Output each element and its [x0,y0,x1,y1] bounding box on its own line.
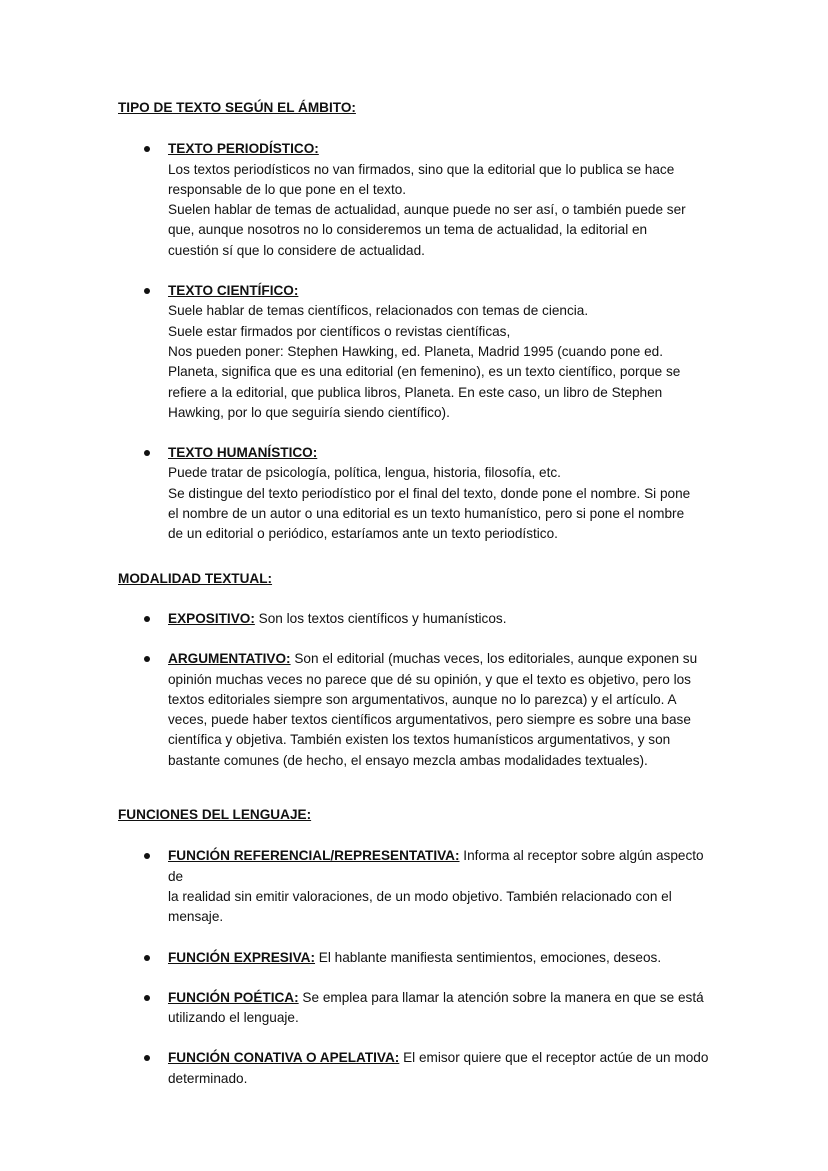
body-line: textos editoriales siempre son argumentativos, aunque no lo parezca) y el artículo. A [168,691,677,707]
bullet-icon [144,450,150,456]
body-line: la realidad sin emitir valoraciones, de un modo objetivo. También relacionado con el [168,888,672,904]
body-line: Nos pueden poner: Stephen Hawking, ed. Planeta, Madrid 1995 (cuando pone ed. [168,343,664,359]
body-line: cuestión sí que lo considere de actualidad. [168,242,425,258]
item-title: FUNCIÓN POÉTICA: [168,989,299,1005]
body-line: Planeta, significa que es una editorial (en femenino), es un texto científico, porque se [168,364,681,380]
body-text: Se emplea para llamar la atención sobre la manera en que se está [298,989,704,1005]
list-item-argumentativo [118,649,718,771]
item-title: TEXTO PERIODÍSTICO: [168,141,319,157]
body-line: de un editorial o periódico, estaríamos ante un texto periodístico. [168,526,558,542]
bullet-icon [144,1055,150,1061]
modalidad-textual-list [118,609,718,771]
body-line: utilizando el lenguaje. [168,1010,299,1026]
body-text: Son los textos científicos y humanísticos. [254,610,507,626]
list-item-funcion-referencial [118,846,718,927]
body-text: Informa al receptor sobre algún aspecto de [168,848,704,884]
list-item-funcion-expresiva [118,948,718,968]
body-text: Son el editorial (muchas veces, los editoriales, aunque exponen su [290,651,698,667]
section-title-tipo-de-texto: TIPO DE TEXTO SEGÚN EL ÁMBITO: [118,100,356,115]
body-text: El hablante manifiesta sentimientos, emociones, deseos. [315,949,662,965]
body-text: El emisor quiere que el receptor actúe de un modo [399,1050,709,1066]
item-title: ARGUMENTATIVO: [168,651,291,667]
item-title: TEXTO CIENTÍFICO: [168,283,299,299]
body-line: el nombre de un autor o una editorial es un texto humanístico, pero si pone el nombre [168,506,685,522]
list-item-texto-periodistico [118,139,718,261]
body-line: veces, puede haber textos científicos argumentativos, pero siempre es sobre una base [168,712,691,728]
body-line: Puede tratar de psicología, política, lengua, historia, filosofía, etc. [168,465,561,481]
list-item-funcion-conativa [118,1048,718,1089]
bullet-icon [144,616,150,622]
bullet-icon [144,853,150,859]
body-line: científica y objetiva. También existen los textos humanísticos argumentativos, y son [168,732,671,748]
item-title: FUNCIÓN EXPRESIVA: [168,949,316,965]
body-line: Los textos periodísticos no van firmados, sino que la editorial que lo publica se hace [168,161,675,177]
document-content [118,98,718,1089]
bullet-icon [144,955,150,961]
item-title: FUNCIÓN REFERENCIAL/REPRESENTATIVA: [168,848,460,864]
body-line: mensaje. [168,909,224,925]
item-title: FUNCIÓN CONATIVA O APELATIVA: [168,1050,400,1066]
tipo-de-texto-list [118,139,718,544]
bullet-icon [144,656,150,662]
list-item-texto-humanistico [118,443,718,544]
body-line: que, aunque nosotros no lo consideremos un tema de actualidad, la editorial en [168,222,648,238]
body-line: Suele hablar de temas científicos, relacionados con temas de ciencia. [168,303,589,319]
list-item-texto-cientifico [118,281,718,423]
funciones-del-lenguaje-list [118,846,718,1089]
list-item-funcion-poetica [118,988,718,1029]
item-title: EXPOSITIVO: [168,610,255,626]
body-line: Se distingue del texto periodístico por el final del texto, donde pone el nombre. Si pone [168,485,691,501]
body-line: Suelen hablar de temas de actualidad, aunque puede no ser así, o también puede ser [168,202,686,218]
body-line: opinión muchas veces no parece que dé su opinión, y que el texto es objetivo, pero los [168,671,691,687]
body-line: bastante comunes (de hecho, el ensayo mezcla ambas modalidades textuales). [168,752,648,768]
section-title-modalidad-textual: MODALIDAD TEXTUAL: [118,570,273,586]
body-line: Hawking, por lo que seguiría siendo científico). [168,404,450,420]
section-title-funciones-del-lenguaje: FUNCIONES DEL LENGUAJE: [118,807,312,823]
body-line: Suele estar firmados por científicos o revistas científicas, [168,323,511,339]
item-title: TEXTO HUMANÍSTICO: [168,445,318,461]
bullet-icon [144,288,150,294]
body-line: responsable de lo que pone en el texto. [168,181,407,197]
list-item-expositivo [118,609,718,629]
bullet-icon [144,146,150,152]
body-line: determinado. [168,1070,248,1086]
body-line: refiere a la editorial, que publica libros, Planeta. En este caso, un libro de Stephen [168,384,663,400]
bullet-icon [144,995,150,1001]
